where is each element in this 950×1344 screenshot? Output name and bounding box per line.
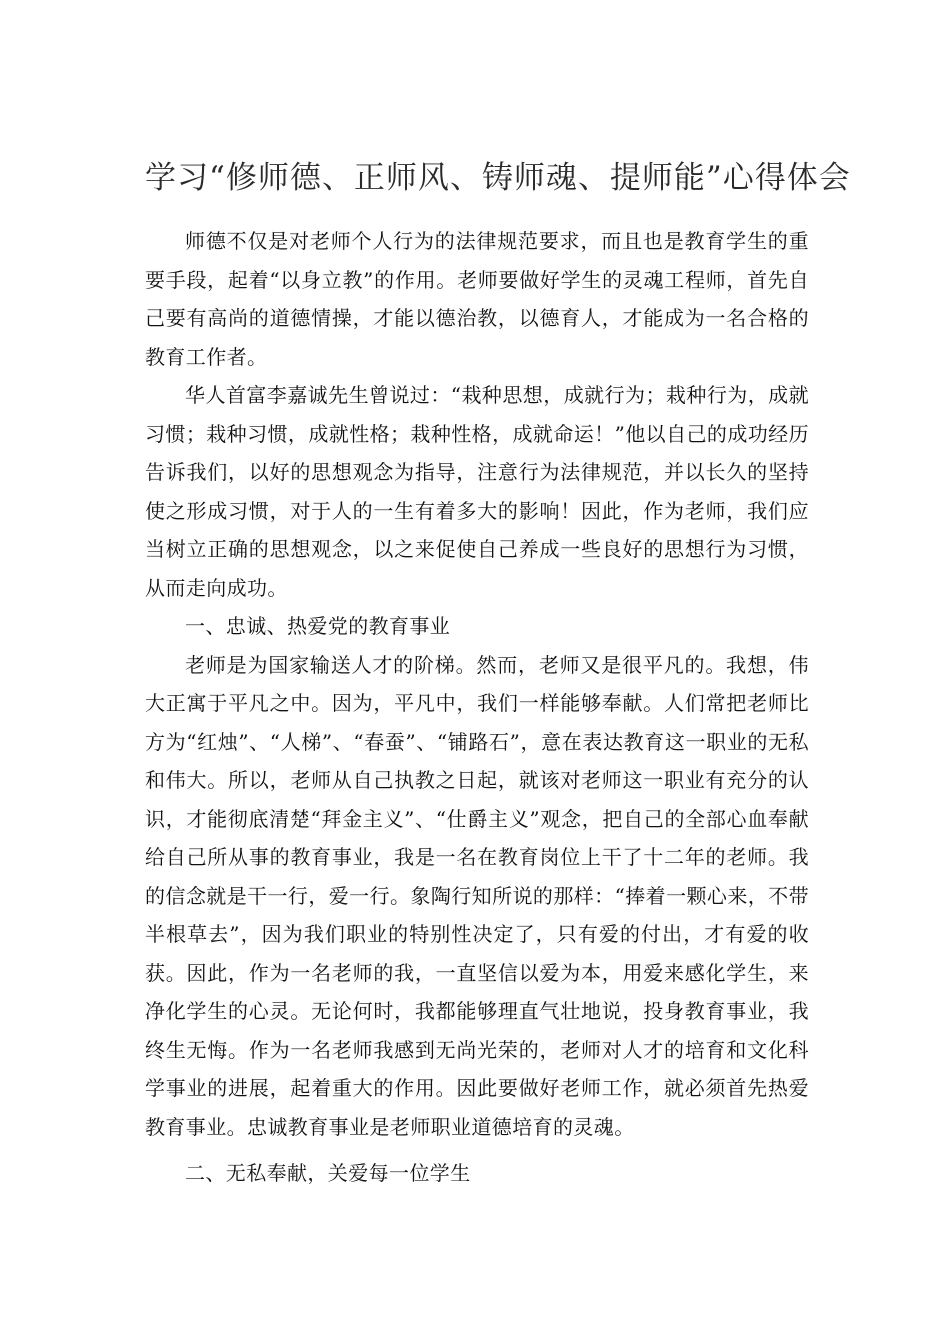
paragraph-section-1: 老师是为国家输送人才的阶梯。然而，老师又是很平凡的。我想，伟大正寓于平凡之中。因为，平凡中，我们一样能够奉献。人们常把老师比方为“红烛”、“人梯”、“春蚕”、“铺路石”，意在表达教育这一职业的无私和伟大。所以，老师从自己执教之日起，就该对老师这一职业有充分的认识，才能彻底清楚“拜金主义”、“仕爵主义”观念，把自己的全部心血奉献给自己所从事的教育事业，我是一名在教育岗位上干了十二年的老师。我的信念就是干一行，爱一行。象陶行知所说的那样：“捧着一颗心来，不带半根草去”，因为我们职业的特别性决定了，只有爱的付出，才有爱的收获。因此，作为一名老师的我，一直坚信以爱为本，用爱来感化学生，来净化学生的心灵。无论何时，我都能够理直气壮地说，投身教育事业，我终生无悔。作为一名老师我感到无尚光荣的，老师对人才的培育和文化科学事业的进展，起着重大的作用。因此要做好老师工作，就必须首先热爱教育事业。忠诚教育事业是老师职业道德培育的灵魂。 <box>145 652 809 1139</box>
section-heading-2: 二、无私奉献，关爱每一位学生 <box>185 1161 471 1185</box>
document-title: 学习“修师德、正师风、铸师魂、提师能”心得体会 <box>145 160 851 196</box>
paragraph-quote: 华人首富李嘉诚先生曾说过：“栽种思想，成就行为；栽种行为，成就习惯；栽种习惯，成就性格；栽种性格，成就命运！”他以自己的成功经历告诉我们，以好的思想观念为指导，注意行为法律规范，并以长久的坚持使之形成习惯，对于人的一生有着多大的影响！因此，作为老师，我们应当树立正确的思想观念，以之来促使自己养成一些良好的思想行为习惯，从而走向成功。 <box>145 383 809 600</box>
section-heading-1: 一、忠诚、热爱党的教育事业 <box>185 614 451 638</box>
document-body <box>145 222 809 1193</box>
paragraph-intro: 师德不仅是对老师个人行为的法律规范要求，而且也是教育学生的重要手段，起着“以身立教”的作用。老师要做好学生的灵魂工程师，首先自己要有高尚的道德情操，才能以德治教，以德育人，才能成为一名合格的教育工作者。 <box>145 229 809 369</box>
